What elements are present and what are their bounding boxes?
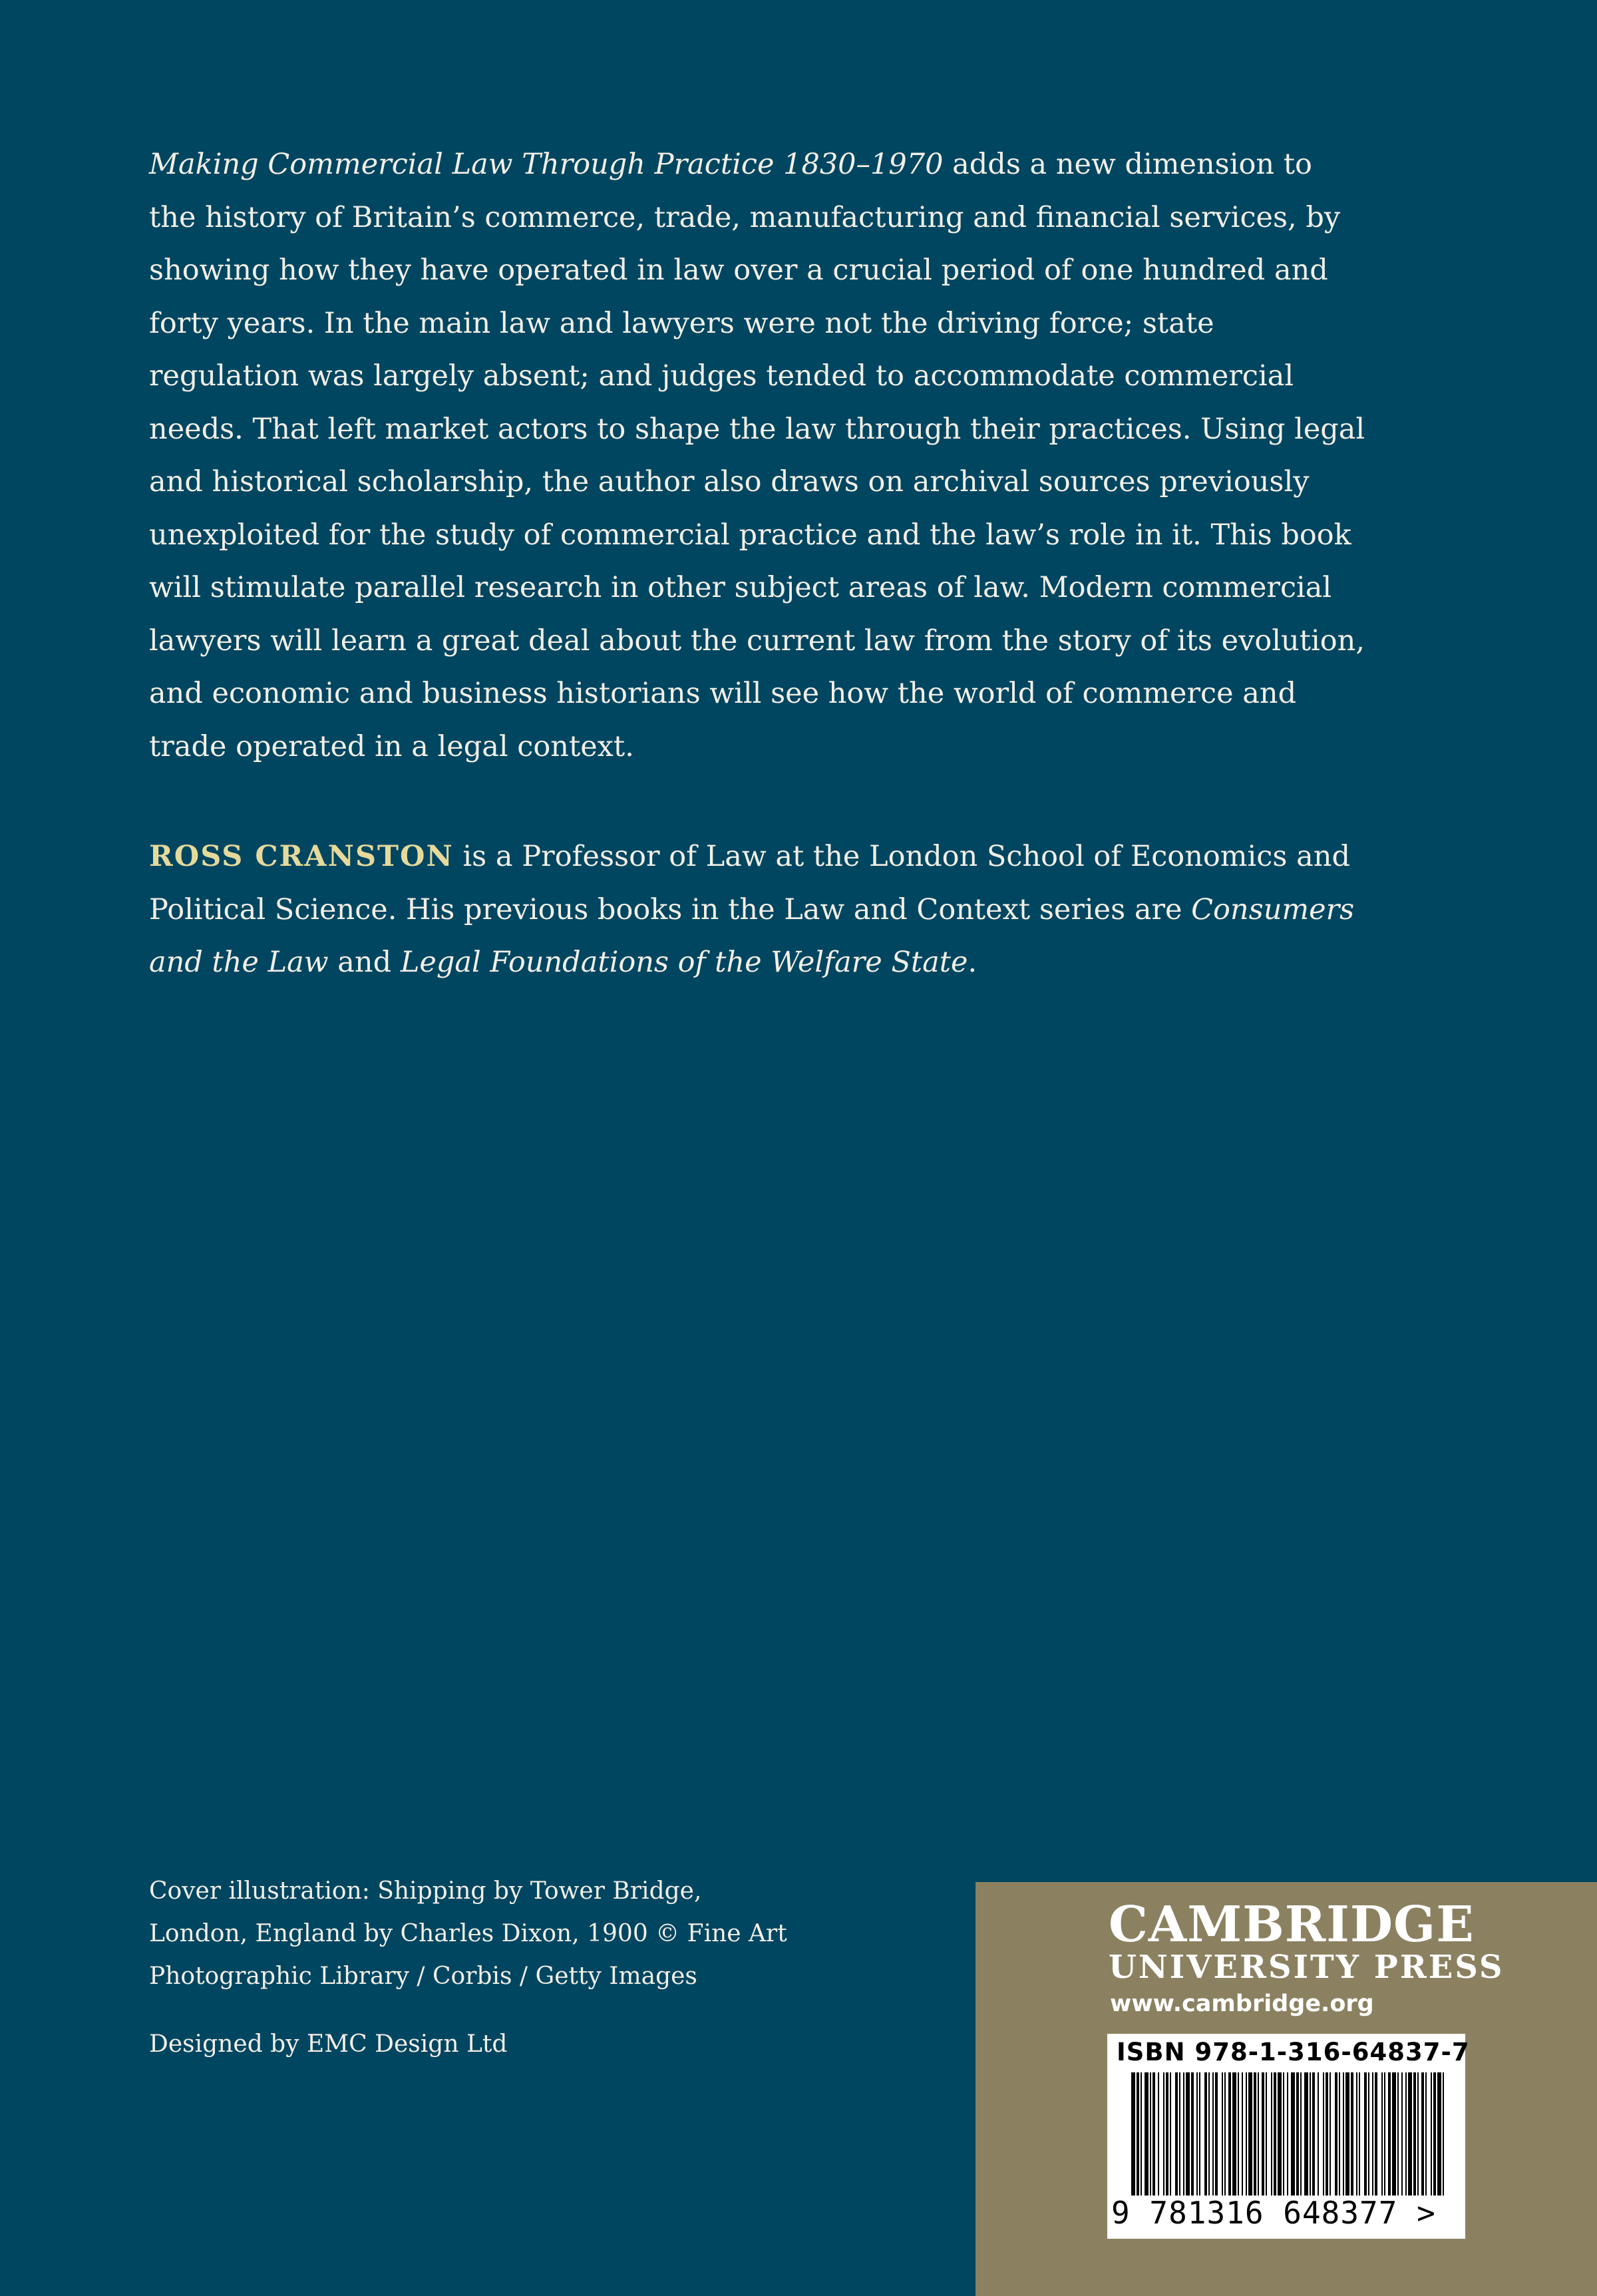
barcode-bar bbox=[1258, 2072, 1259, 2196]
barcode-bar bbox=[1421, 2072, 1424, 2196]
barcode-bar bbox=[1166, 2072, 1168, 2196]
barcode-bar bbox=[1330, 2072, 1331, 2196]
barcode-digits: 9 781316 648377 > bbox=[1111, 2195, 1436, 2231]
barcode-bar bbox=[1145, 2072, 1149, 2196]
barcode-bar bbox=[1326, 2072, 1328, 2196]
barcode-bar bbox=[1318, 2072, 1319, 2196]
barcode-bar bbox=[1170, 2072, 1171, 2196]
publisher-logo-subtitle: UNIVERSITY PRESS bbox=[1109, 1949, 1505, 1986]
barcode-bar bbox=[1443, 2072, 1444, 2196]
barcode-bar bbox=[1437, 2072, 1441, 2196]
barcode-bar bbox=[1364, 2072, 1367, 2196]
bio-text: is a Professor of Law at the London School of Economics and Political Science. His previous books in the Law and Context series are bbox=[149, 840, 1350, 926]
barcode-bar bbox=[1262, 2072, 1264, 2196]
barcode-bar bbox=[1310, 2072, 1311, 2196]
barcode-bar bbox=[1271, 2072, 1272, 2196]
barcode-bar bbox=[1274, 2072, 1276, 2196]
barcode-bar bbox=[1186, 2072, 1190, 2196]
barcode-bar bbox=[1278, 2072, 1282, 2196]
barcode-bar bbox=[1246, 2072, 1247, 2196]
barcode-bar bbox=[1345, 2072, 1349, 2196]
barcode-bar bbox=[1175, 2072, 1178, 2196]
barcode-bar bbox=[1339, 2072, 1340, 2196]
barcode-bar bbox=[1356, 2072, 1357, 2196]
barcode-bar bbox=[1372, 2072, 1373, 2196]
barcode-bar bbox=[1204, 2072, 1207, 2196]
barcode-bar bbox=[1375, 2072, 1377, 2196]
barcode-bar bbox=[1388, 2072, 1391, 2196]
barcode-bar bbox=[1397, 2072, 1399, 2196]
barcode-bar bbox=[1141, 2072, 1142, 2196]
barcode-bar bbox=[1254, 2072, 1256, 2196]
publisher-url: www.cambridge.org bbox=[1110, 1991, 1374, 2017]
barcode-bar bbox=[1413, 2072, 1416, 2196]
barcode-bar bbox=[1431, 2072, 1432, 2196]
barcode-bars-icon bbox=[1131, 2072, 1444, 2196]
barcode-bar bbox=[1137, 2072, 1139, 2196]
barcode-bar bbox=[1417, 2072, 1419, 2196]
barcode-bar bbox=[1183, 2072, 1184, 2196]
barcode-bar bbox=[1296, 2072, 1299, 2196]
barcode-bar bbox=[1266, 2072, 1267, 2196]
barcode-bar bbox=[1179, 2072, 1180, 2196]
barcode-bar bbox=[1242, 2072, 1243, 2196]
previous-book-1: Consumers and the Law bbox=[149, 892, 1355, 979]
barcode-bar bbox=[1323, 2072, 1324, 2196]
publisher-logo-name: CAMBRIDGE bbox=[1109, 1896, 1475, 1953]
isbn-label: ISBN 978-1-316-64837-7 bbox=[1117, 2038, 1470, 2066]
previous-book-2: Legal Foundations of the Welfare State bbox=[400, 946, 968, 979]
barcode-bar bbox=[1359, 2072, 1360, 2196]
barcode-bar bbox=[1343, 2072, 1344, 2196]
description-text: adds a new dimension to the history of Britain’s commerce, trade, manufacturing and financial services, by showing how they have operated in law over a crucial period of one hundred and forty years. In the main law and lawyers were not the driving force; state regulation was largely absent; and judges tended to accommodate commercial needs. That left market actors to shape the law through their practices. Using legal and historical scholarship, the author also draws on archival sources previously unexploited for the study of commercial practice and the law’s role in it. This book will stimulate parallel research in other subject areas of law. Modern commercial lawyers will learn a great deal about the current law from the story of its evolution, and economic and business historians will see how the world of commerce and trade operated in a legal context. bbox=[149, 148, 1365, 763]
barcode-bar bbox=[1304, 2072, 1308, 2196]
barcode-bar bbox=[1300, 2072, 1302, 2196]
book-title: Making Commercial Law Through Practice 1830–1970 bbox=[149, 148, 944, 181]
publisher-panel bbox=[976, 1882, 1597, 2296]
barcode-bar bbox=[1238, 2072, 1239, 2196]
barcode-bar bbox=[1425, 2072, 1427, 2196]
barcode-bar bbox=[1287, 2072, 1288, 2196]
barcode bbox=[1107, 2034, 1470, 2239]
barcode-bar bbox=[1291, 2072, 1295, 2196]
barcode-bar bbox=[1408, 2072, 1412, 2196]
barcode-bar bbox=[1163, 2072, 1164, 2196]
barcode-bar bbox=[1232, 2072, 1236, 2196]
barcode-bar bbox=[1392, 2072, 1396, 2196]
book-description bbox=[149, 138, 1367, 773]
barcode-bar bbox=[1381, 2072, 1383, 2196]
cover-credit: Cover illustration: Shipping by Tower Bridge, London, England by Charles Dixon, 1900 © Fine Art Photographic Library / Corbis / Getty Images bbox=[149, 1877, 787, 1990]
barcode-bar bbox=[1150, 2072, 1151, 2196]
barcode-bar bbox=[1405, 2072, 1407, 2196]
barcode-bar bbox=[1312, 2072, 1315, 2196]
barcode-bar bbox=[1401, 2072, 1403, 2196]
author-name: ROSS CRANSTON bbox=[149, 840, 454, 873]
barcode-bar bbox=[1222, 2072, 1223, 2196]
barcode-bar bbox=[1228, 2072, 1231, 2196]
barcode-bar bbox=[1248, 2072, 1252, 2196]
barcode-bar bbox=[1131, 2072, 1135, 2196]
barcode-bar bbox=[1351, 2072, 1353, 2196]
barcode-bar bbox=[1283, 2072, 1284, 2196]
barcode-bar bbox=[1215, 2072, 1218, 2196]
barcode-bar bbox=[1212, 2072, 1214, 2196]
barcode-bar bbox=[1191, 2072, 1194, 2196]
author-bio bbox=[149, 831, 1367, 990]
bio-and: and bbox=[328, 946, 401, 979]
barcode-bar bbox=[1208, 2072, 1210, 2196]
barcode-bar bbox=[1368, 2072, 1369, 2196]
barcode-bar bbox=[1335, 2072, 1337, 2196]
design-credit: Designed by EMC Design Ltd bbox=[149, 2030, 508, 2058]
barcode-bar bbox=[1196, 2072, 1198, 2196]
barcode-bar bbox=[1433, 2072, 1436, 2196]
barcode-bar bbox=[1384, 2072, 1385, 2196]
barcode-bar bbox=[1153, 2072, 1155, 2196]
barcode-bar bbox=[1224, 2072, 1226, 2196]
barcode-bar bbox=[1199, 2072, 1200, 2196]
barcode-bar bbox=[1158, 2072, 1159, 2196]
bio-period: . bbox=[968, 946, 977, 979]
